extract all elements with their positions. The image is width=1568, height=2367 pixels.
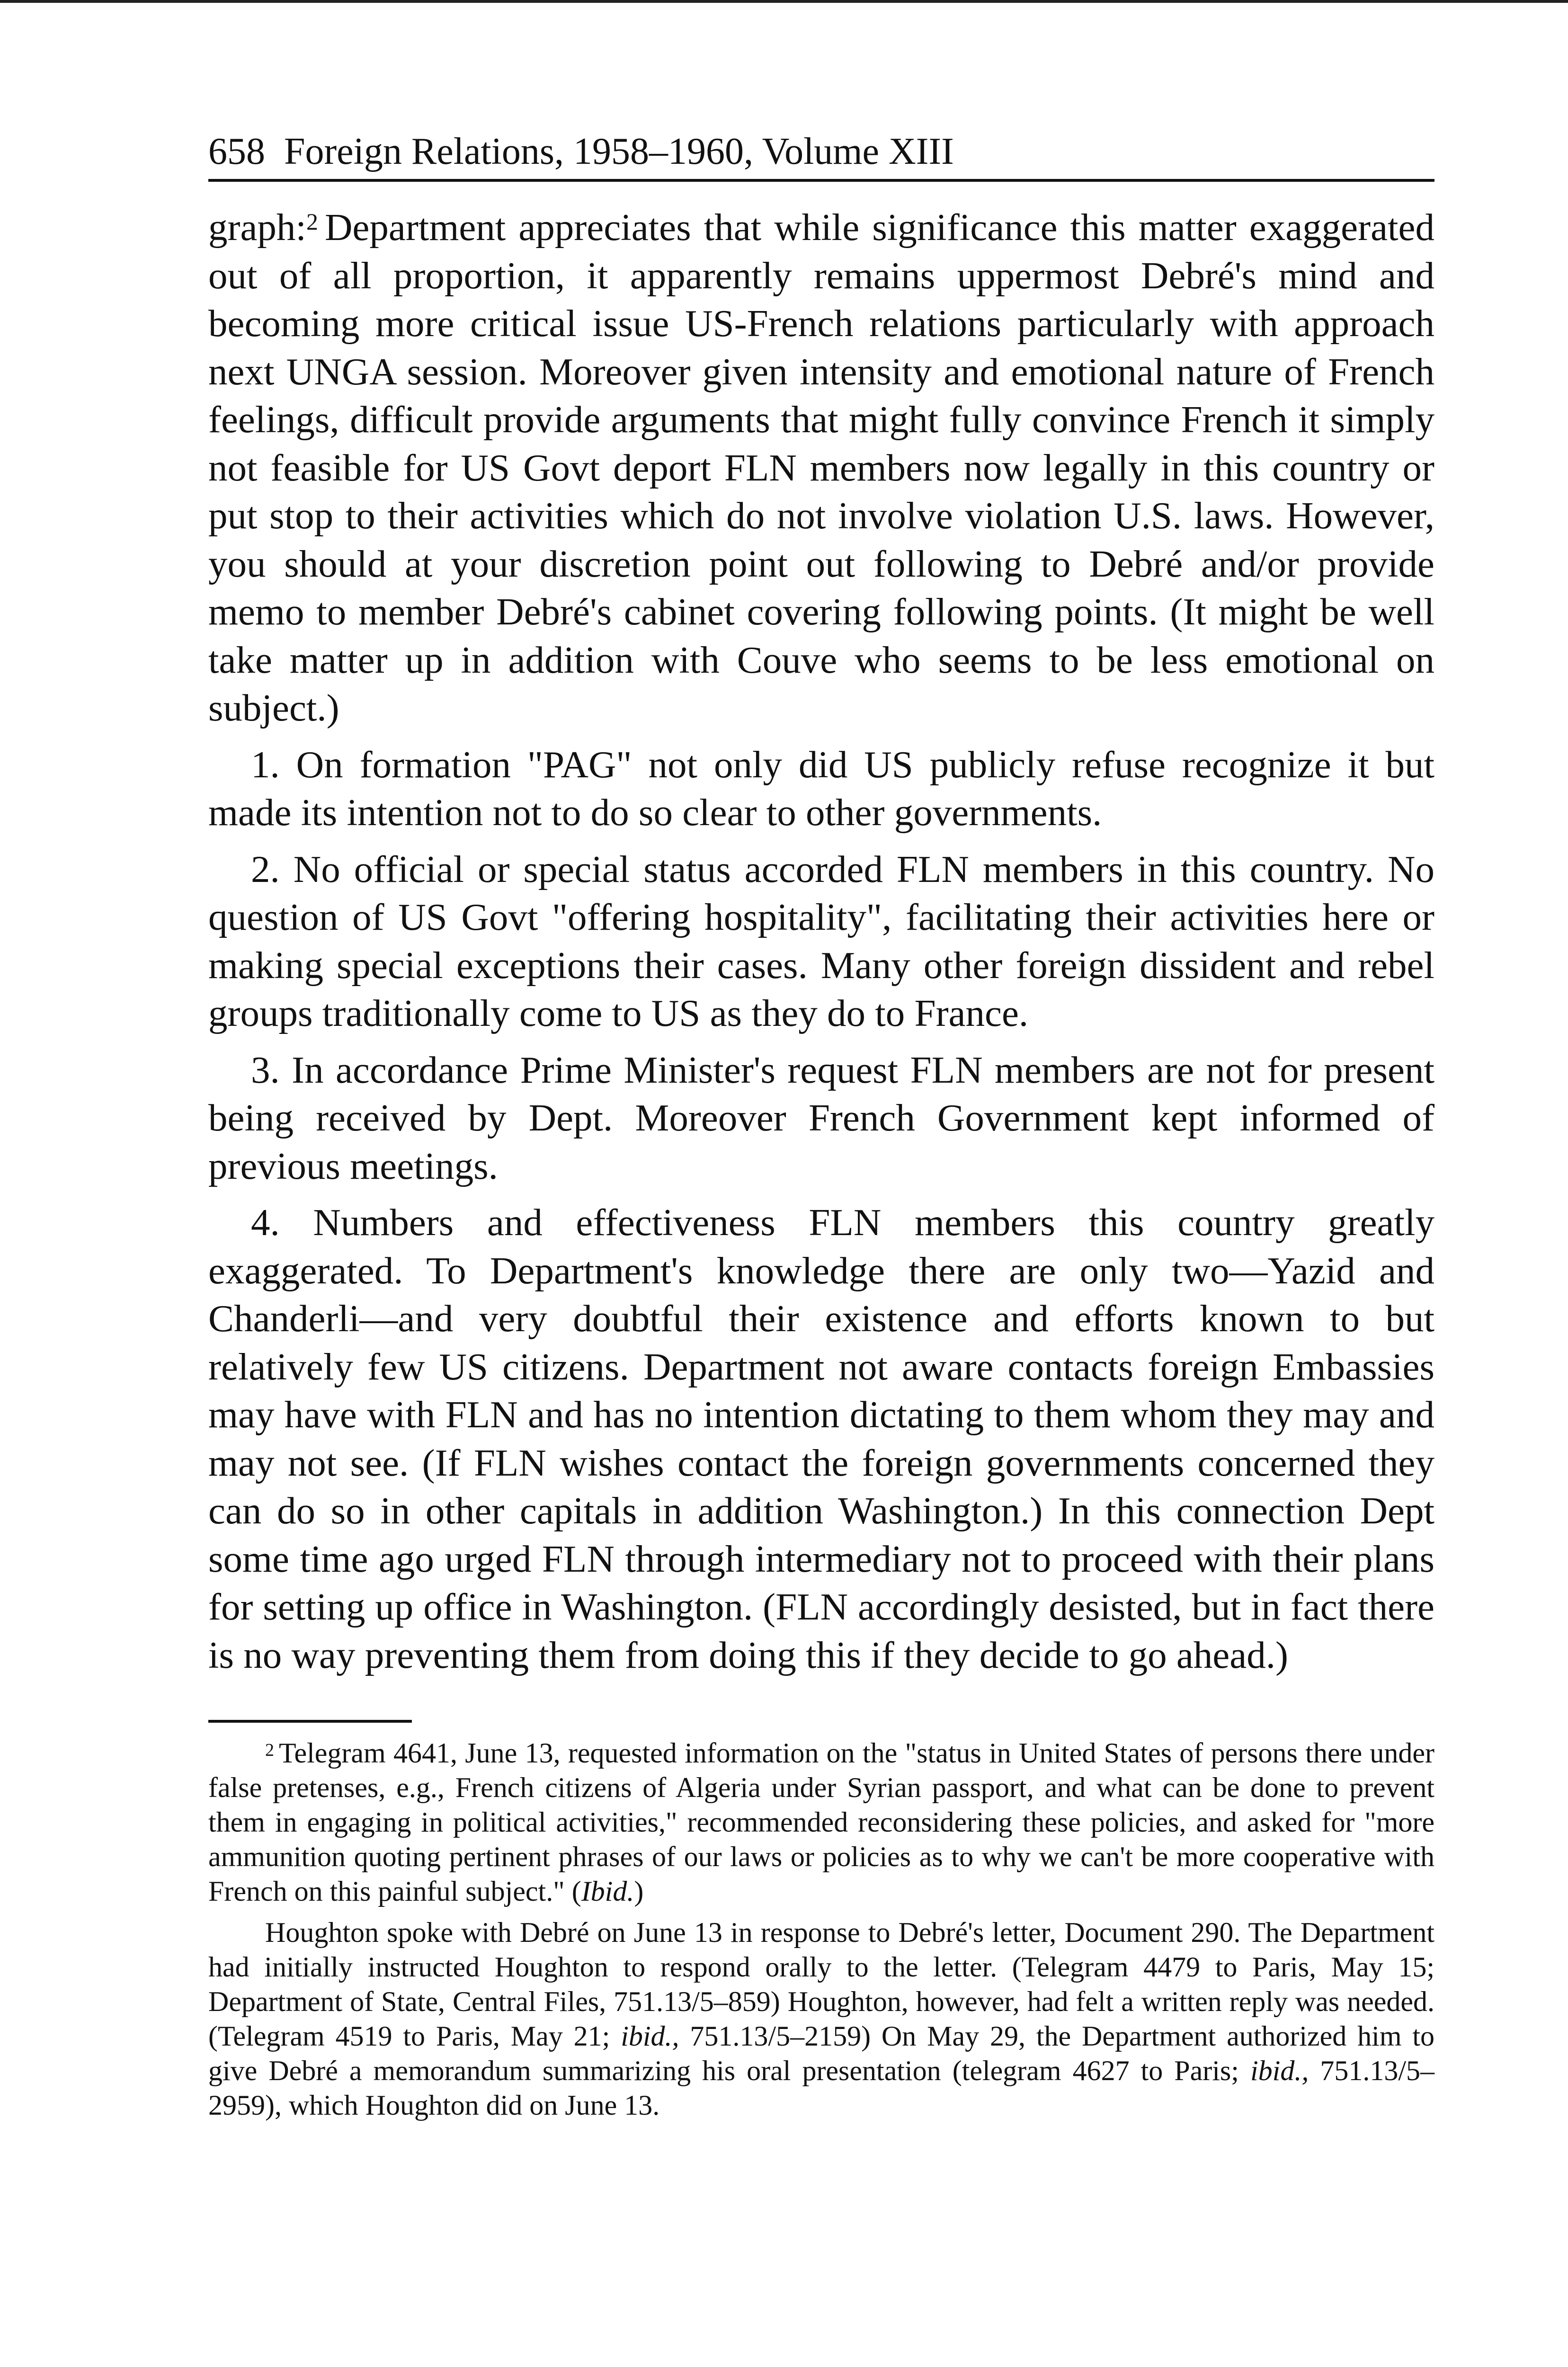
- paragraph-point-4: 4. Numbers and effectiveness FLN members this country greatly exaggerated. To Department's knowledge there are only two—Yazid and Chanderli—and very doubtful their existence and efforts known to but relatively few US citizens. Department not aware contacts foreign Embassies may have with FLN and has no intention dictating to them whom they may and may not see. (If FLN wishes contact the foreign governments concerned they can do so in other capitals in addition Washington.) In this connection Dept some time ago urged FLN through intermediary not to proceed with their plans for setting up office in Washington. (FLN accordingly desisted, but in fact there is no way preventing them from doing this if they decide to go ahead.): [208, 1201, 1434, 1676]
- paragraph-intro-lead: graph:: [208, 206, 306, 249]
- running-head: [208, 128, 1434, 182]
- footnote-2: [208, 1736, 1434, 1909]
- footnote-2b-ibid2: ibid.,: [1250, 2055, 1309, 2086]
- document-page: [208, 128, 1434, 2129]
- footnote-2-ibid: Ibid.: [581, 1876, 634, 1907]
- footnote-2-close: ): [634, 1876, 644, 1907]
- scan-top-edge: [0, 0, 1568, 3]
- paragraph-point-1: 1. On formation "PAG" not only did US publicly refuse recognize it but made its intention not to do so clear to other governments.: [208, 743, 1434, 834]
- footnotes: [208, 1736, 1434, 2123]
- volume-title: Foreign Relations, 1958–1960, Volume XIII: [284, 131, 954, 172]
- footnote-2b-part3: 751.13/5–2959), which Houghton did on June 13.: [208, 2055, 1435, 2121]
- footnote-2-continued: [208, 1915, 1434, 2123]
- footnote-2-text: Telegram 4641, June 13, requested information on the "status in United States of persons there under false pretenses, e.g., French citizens of Algeria under Syrian passport, and what can be done to prevent them in engaging in political activities," recommended reconsidering these policies, and asked for "more ammunition quoting pertinent phrases of our laws or policies as to why we can't be more cooperative with French on this painful subject." (: [208, 1737, 1434, 1907]
- paragraph-intro: [208, 204, 1434, 732]
- footnote-rule: [208, 1720, 412, 1723]
- footnote-2b-part1: Houghton spoke with Debré on June 13 in response to Debré's letter, Document 290. The Department had initially instructed Houghton to respond orally to the letter. (Telegram 4479 to Paris, May 15; Department of State, Central Files, 751.13/5–859) Houghton, however, had felt a written reply was needed. (Telegram 4519 to Paris, May 21;: [208, 1917, 1434, 2052]
- paragraph-point-3: 3. In accordance Prime Minister's request FLN members are not for present being received by Dept. Moreover French Government kept informed of previous meetings.: [208, 1048, 1434, 1187]
- paragraph-intro-text: Department appreciates that while significance this matter exaggerated out of all proportion, it apparently remains uppermost Debré's mind and becoming more critical issue US-French relations particularly with approach next UNGA session. Moreover given intensity and emotional nature of French feelings, difficult provide arguments that might fully convince French it simply not feasible for US Govt deport FLN members now legally in this country or put stop to their activities which do not involve violation U.S. laws. However, you should at your discretion point out following to Debré and/or provide memo to member Debré's cabinet covering following points. (It might be well take matter up in addition with Couve who seems to be less emotional on subject.): [208, 206, 1434, 729]
- page-number: 658: [208, 131, 265, 172]
- footnote-reference-2: 2: [306, 208, 318, 235]
- paragraph-point-2: 2. No official or special status accorded FLN members in this country. No question of US Govt "offering hospitality", facilitating their activities here or making special exceptions their cases. Many other foreign dissident and rebel groups traditionally come to US as they do to France.: [208, 847, 1434, 1034]
- footnote-2-marker: 2: [265, 1740, 274, 1760]
- footnote-2b-ibid1: ibid.,: [621, 2020, 679, 2052]
- footnote-2b-part2: 751.13/5–2159) On May 29, the Department authorized him to give Debré a memorandum summarizing his oral presentation (telegram 4627 to Paris;: [208, 2020, 1435, 2086]
- body-text: [208, 204, 1434, 1679]
